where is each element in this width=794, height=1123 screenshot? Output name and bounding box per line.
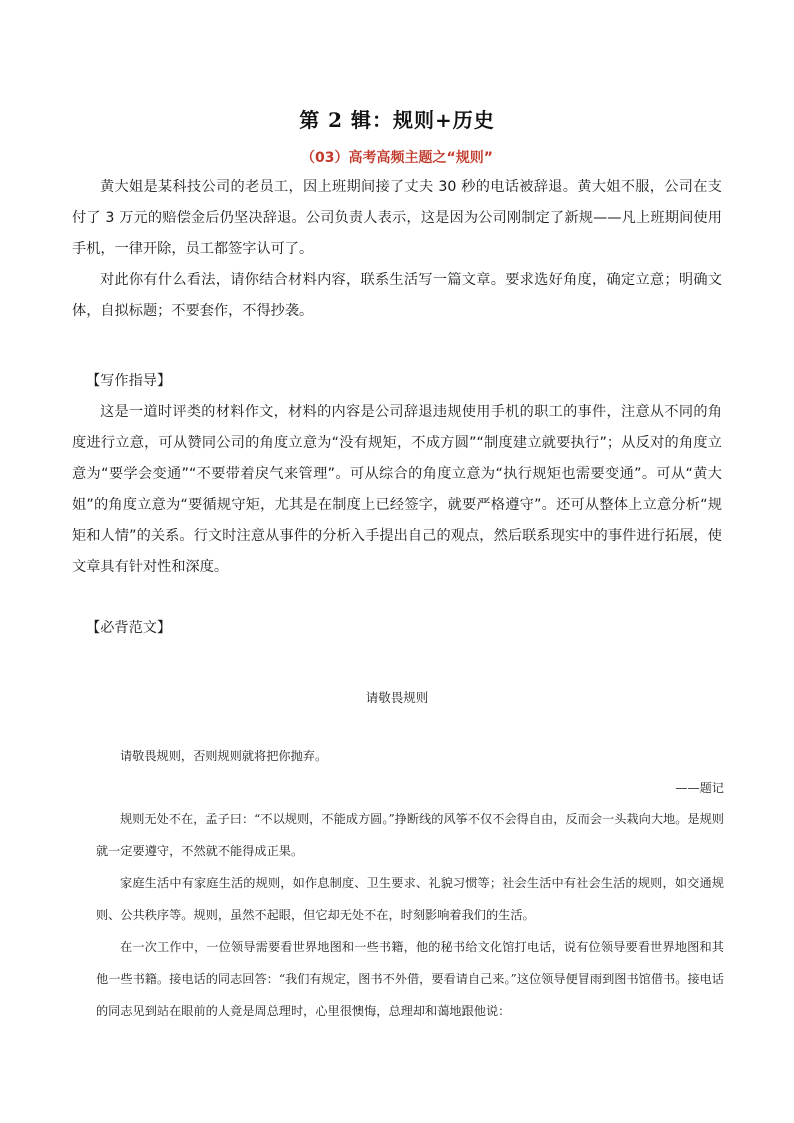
essay-paragraph: 家庭生活中有家庭生活的规则，如作息制度、卫生要求、礼貌习惯等；社会生活中有社会生活的规则，如交通规则、公共秩序等。规则，虽然不起眼，但它却无处不在，时刻影响着我们的生活。 [96, 876, 724, 922]
epigraph-source: ——题记 [675, 781, 724, 795]
epigraph-text: 请敬畏规则，否则规则就将把你抛弃。 [120, 749, 328, 763]
material-paragraph: 黄大姐是某科技公司的老员工，因上班期间接了丈夫 30 秒的电话被辞退。黄大姐不服，公司在支付了 3 万元的赔偿金后仍坚决辞退。公司负责人表示，这是因为公司刚制定了新规——凡上班期间使用手机，一律开除，员工都签字认可了。 [72, 179, 722, 257]
guide-paragraph: 这是一道时评类的材料作文，材料的内容是公司辞退违规使用手机的职工的事件，注意从不同的角度进行立意，可从赞同公司的角度立意为“没有规矩，不成方圆”“制度建立就要执行”；从反对的角度立意为“要学会变通”“不要带着戾气来管理”。可从综合的角度立意为“执行规矩也需要变通”。可从“黄大姐”的角度立意为“要循规守矩，尤其是在制度上已经签字，就要严格遵守”。还可从整体上立意分析“规矩和人情”的关系。行文时注意从事件的分析入手提出自己的观点，然后联系现实中的事件进行拓展，使文章具有针对性和深度。 [72, 404, 722, 575]
essay-body [96, 803, 724, 1027]
sample-heading: 【必背范文】 [86, 620, 172, 636]
essay-paragraph: 在一次工作中，一位领导需要看世界地图和一些书籍，他的秘书给文化馆打电话，说有位领导要看世界地图和其他一些书籍。接电话的同志回答：“我们有规定，图书不外借，要看请自己来。”这位领导便冒雨到图书馆借书。接电话的同志见到站在眼前的人竟是周总理时，心里很懊悔，总理却和蔼地跟他说： [96, 940, 724, 1018]
essay-paragraph: 规则无处不在，孟子曰：“不以规则，不能成方圆。”挣断线的风筝不仅不会得自由，反而会一头栽向大地。是规则就一定要遵守，不然就不能得成正果。 [96, 812, 724, 858]
guide-section [72, 366, 722, 583]
task-paragraph: 对此你有什么看法，请你结合材料内容，联系生活写一篇文章。要求选好角度，确定立意；明确文体，自拟标题；不要套作，不得抄袭。 [72, 272, 722, 319]
essay-title: 请敬畏规则 [365, 690, 429, 705]
page-subtitle: （03）高考高频主题之“规则” [301, 150, 493, 166]
epigraph-section [96, 740, 724, 804]
page-title: 第 2 辑：规则+历史 [299, 108, 495, 132]
material-section [72, 172, 722, 327]
guide-heading: 【写作指导】 [86, 373, 172, 389]
